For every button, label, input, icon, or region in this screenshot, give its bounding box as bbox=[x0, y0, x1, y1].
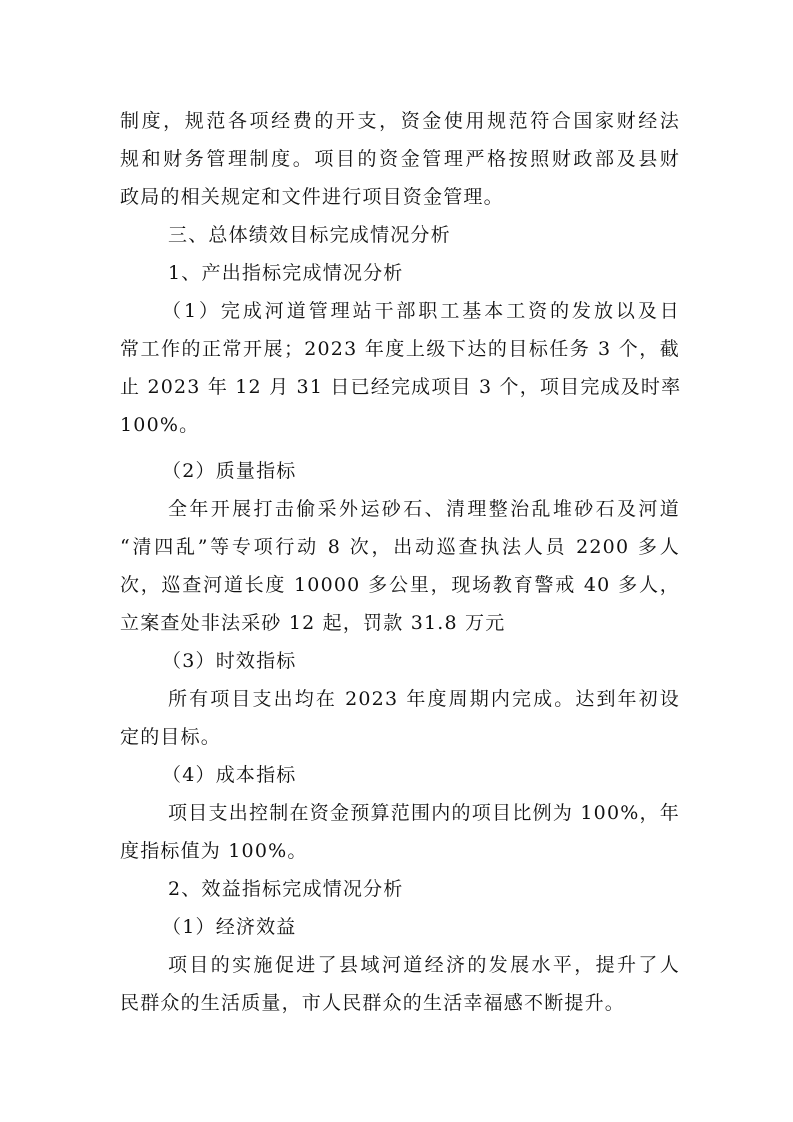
section-heading: 三、总体绩效目标完成情况分析 bbox=[168, 224, 451, 246]
subsection-heading: 1、产出指标完成情况分析 bbox=[168, 262, 404, 284]
paragraph-line: 政局的相关规定和文件进行项目资金管理。 bbox=[120, 186, 504, 208]
paragraph-line: “清四乱”等专项行动 8 次，出动巡查执法人员 2200 多人 bbox=[120, 536, 680, 558]
paragraph-line: 次，巡查河道长度 10000 多公里，现场教育警戒 40 多人， bbox=[120, 574, 680, 596]
paragraph-line: 项目支出控制在资金预算范围内的项目比例为 100%，年 bbox=[168, 802, 680, 824]
paragraph-line: 项目的实施促进了县域河道经济的发展水平，提升了人 bbox=[168, 954, 680, 976]
item-heading: （2）质量指标 bbox=[162, 460, 297, 482]
paragraph-line: 常工作的正常开展；2023 年度上级下达的目标任务 3 个，截 bbox=[120, 338, 680, 360]
item-heading: （1）经济效益 bbox=[162, 916, 297, 938]
paragraph-line: 度指标值为 100%。 bbox=[120, 840, 308, 862]
paragraph-line: 立案查处非法采砂 12 起，罚款 31.8 万元 bbox=[120, 612, 506, 634]
paragraph-line: 规和财务管理制度。项目的资金管理严格按照财政部及县财 bbox=[120, 148, 680, 170]
item-heading: （4）成本指标 bbox=[162, 764, 297, 786]
document-body bbox=[120, 102, 680, 1022]
paragraph-line: 止 2023 年 12 月 31 日已经完成项目 3 个，项目完成及时率 bbox=[120, 376, 682, 398]
paragraph-line: 所有项目支出均在 2023 年度周期内完成。达到年初设 bbox=[168, 688, 680, 710]
paragraph-line: 100%。 bbox=[120, 414, 200, 436]
item-heading: （3）时效指标 bbox=[162, 650, 297, 672]
paragraph-line: 全年开展打击偷采外运砂石、清理整治乱堆砂石及河道 bbox=[168, 498, 680, 520]
paragraph-line: （1）完成河道管理站干部职工基本工资的发放以及日 bbox=[162, 300, 680, 322]
subsection-heading: 2、效益指标完成情况分析 bbox=[168, 878, 404, 900]
paragraph-line: 定的目标。 bbox=[120, 726, 222, 748]
paragraph-line: 民群众的生活质量，市人民群众的生活幸福感不断提升。 bbox=[120, 992, 626, 1014]
paragraph-line: 制度，规范各项经费的开支，资金使用规范符合国家财经法 bbox=[120, 110, 680, 132]
